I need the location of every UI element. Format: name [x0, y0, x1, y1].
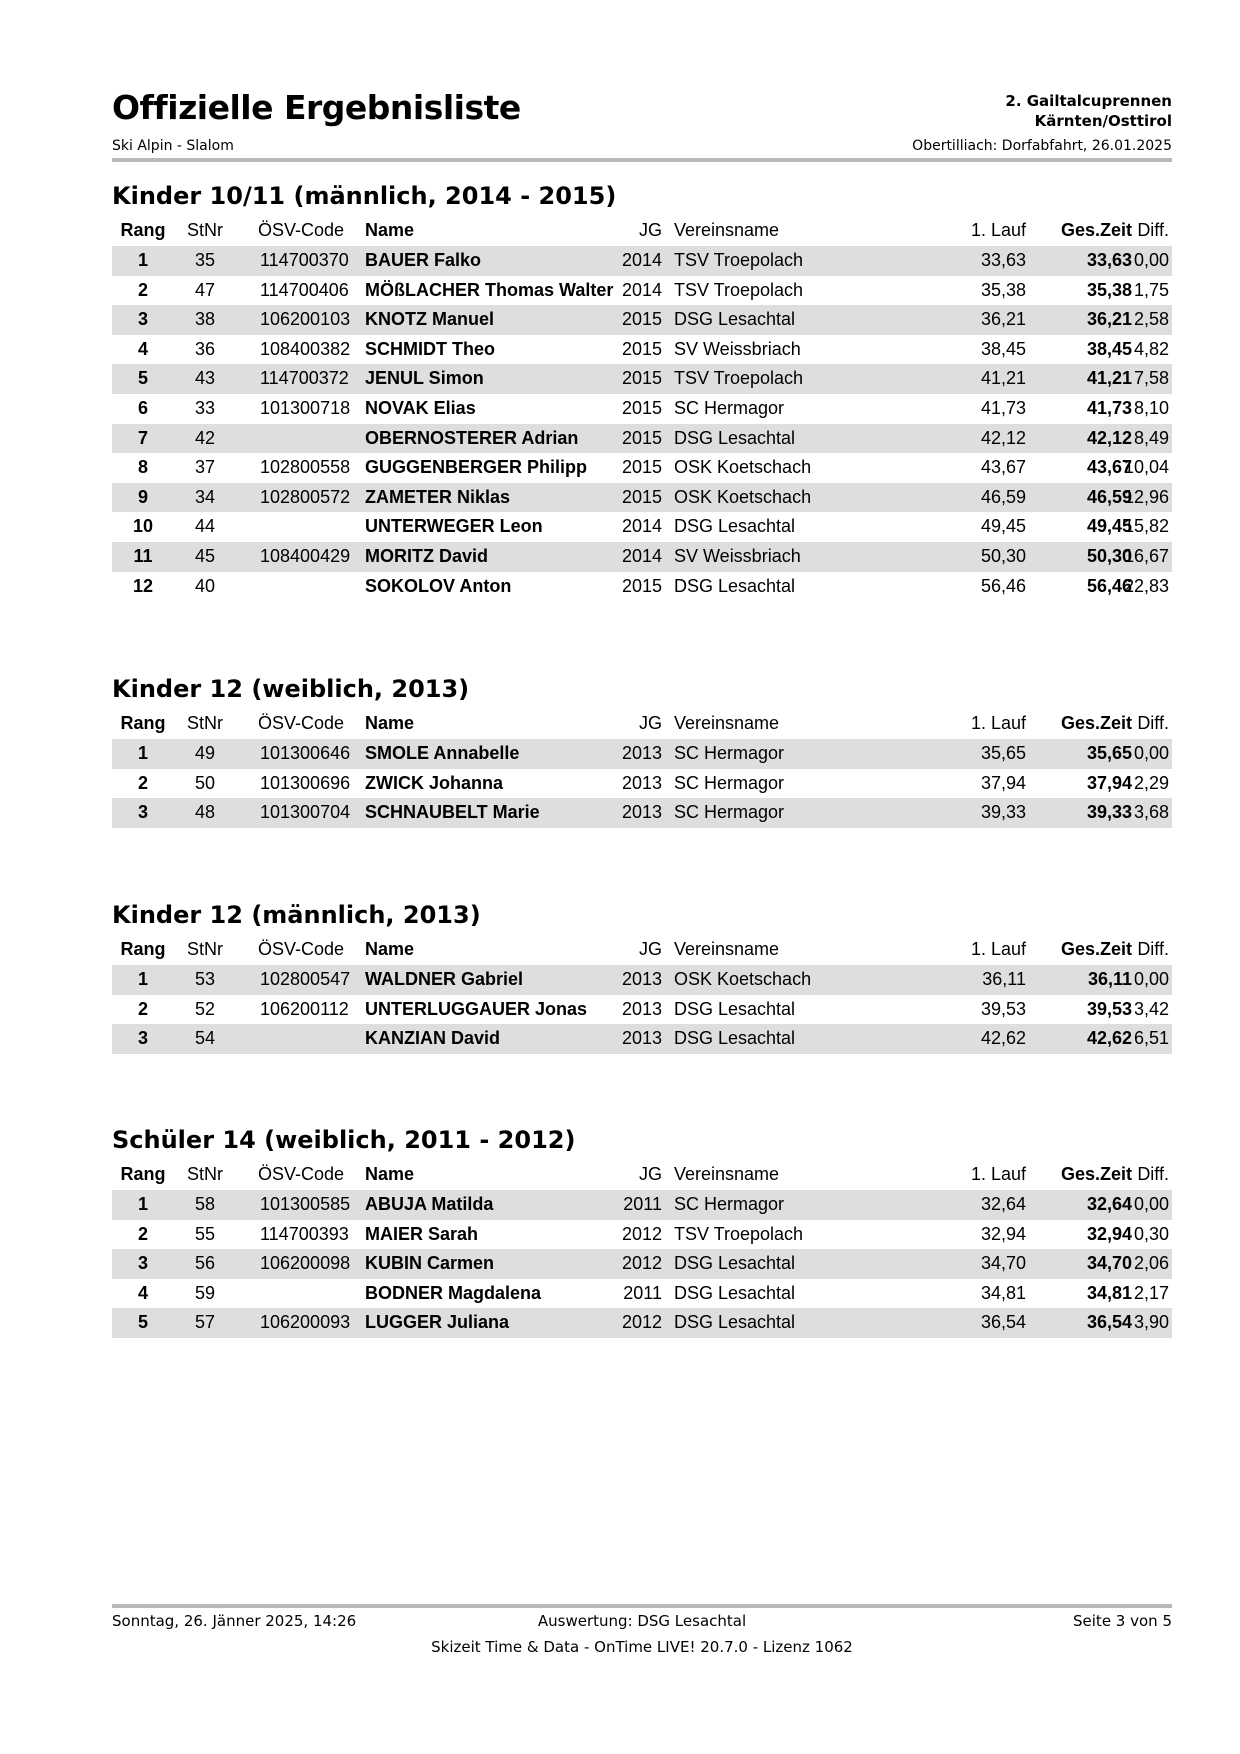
col-rang: 4 [137, 1282, 148, 1303]
col-verein: TSV Troepolach [674, 279, 804, 300]
header-col-ges: Ges.Zeit [1060, 1164, 1132, 1184]
col-lauf1: 32,94 [980, 1223, 1026, 1244]
col-jg: 2013 [621, 743, 662, 763]
col-jg: 2011 [623, 1194, 662, 1214]
col-stnr: 42 [194, 427, 216, 448]
col-lauf1: 38,45 [980, 338, 1026, 359]
col-diff: 2,58 [1133, 309, 1169, 330]
col-ges: 41,21 [1086, 368, 1132, 389]
col-name: KNOTZ Manuel [365, 309, 494, 330]
header-col-verein: Vereinsname [674, 220, 780, 240]
col-stnr: 34 [194, 486, 216, 507]
col-ges: 46,59 [1086, 486, 1132, 507]
col-lauf1: 49,45 [980, 516, 1026, 537]
col-lauf1: 32,64 [980, 1194, 1026, 1214]
col-name: KUBIN Carmen [365, 1253, 495, 1274]
header-col-ges: Ges.Zeit [1060, 939, 1132, 959]
col-diff: 8,10 [1133, 397, 1169, 418]
header-col-jg: JG [638, 1164, 662, 1184]
col-jg: 2015 [621, 397, 662, 418]
table-row [112, 1220, 1172, 1250]
col-diff: 2,17 [1133, 1282, 1169, 1303]
event-name: 2. Gailtalcuprennen [1005, 92, 1172, 110]
footer-datetime: Sonntag, 26. Jänner 2025, 14:26 [112, 1612, 357, 1630]
col-ges: 35,65 [1086, 743, 1132, 763]
page-header [112, 88, 1172, 164]
col-name: JENUL Simon [365, 368, 484, 389]
col-verein: OSK Koetschach [674, 486, 812, 507]
footer-software-license: Skizeit Time & Data - OnTime LIVE! 20.7.0 - Lizenz 1062 [431, 1638, 853, 1656]
col-name: ZWICK Johanna [365, 772, 503, 793]
header-col-ges: Ges.Zeit [1060, 220, 1132, 240]
col-rang: 1 [137, 1194, 148, 1214]
header-col-rang: Rang [120, 220, 166, 240]
osv-code-value: 114700393 [260, 1223, 349, 1244]
header-col-lauf1: 1. Lauf [970, 220, 1026, 240]
header-col-code: ÖSV-Code [258, 939, 345, 959]
col-stnr: 53 [194, 969, 216, 989]
osv-code-value: 101300696 [260, 772, 351, 793]
col-jg: 2011 [623, 1282, 662, 1303]
header-col-lauf1: 1. Lauf [970, 939, 1026, 959]
col-ges: 33,63 [1086, 250, 1132, 270]
col-verein: DSG Lesachtal [674, 998, 796, 1019]
col-lauf1: 33,63 [980, 250, 1026, 270]
header-col-name: Name [365, 939, 415, 959]
col-diff: 22,83 [1123, 575, 1169, 596]
osv-code-value: 106200098 [260, 1253, 351, 1274]
col-jg: 2014 [621, 250, 662, 270]
col-jg: 2014 [621, 279, 662, 300]
col-jg: 2012 [621, 1253, 662, 1274]
osv-code-value: 102800558 [260, 457, 351, 478]
header-col-name: Name [365, 1164, 415, 1184]
col-rang: 2 [137, 998, 148, 1019]
col-lauf1: 37,94 [980, 772, 1026, 793]
col-rang: 7 [137, 427, 148, 448]
osv-code-value: 101300704 [260, 802, 351, 823]
col-stnr: 35 [194, 250, 216, 270]
col-diff: 0,00 [1133, 1194, 1169, 1214]
header-col-diff: Diff. [1137, 220, 1169, 240]
table-header-row [112, 707, 1172, 739]
col-name: SMOLE Annabelle [365, 743, 520, 763]
col-rang: 3 [137, 802, 148, 823]
col-rang: 5 [137, 1312, 148, 1333]
col-rang: 3 [137, 1028, 148, 1049]
results-section [112, 178, 1172, 601]
col-diff: 0,30 [1133, 1223, 1169, 1244]
section-title: Kinder 10/11 (männlich, 2014 - 2015) [112, 182, 617, 210]
col-ges: 32,94 [1086, 1223, 1132, 1244]
col-stnr: 50 [194, 772, 216, 793]
page-title: Offizielle Ergebnisliste [112, 88, 521, 127]
col-rang: 2 [137, 772, 148, 793]
footer-evaluation: Auswertung: DSG Lesachtal [537, 1612, 747, 1630]
col-name: UNTERLUGGAUER Jonas [365, 998, 588, 1019]
osv-code-value: 102800572 [260, 486, 351, 507]
col-verein: DSG Lesachtal [674, 1282, 796, 1303]
col-ges: 49,45 [1086, 516, 1132, 537]
col-verein: SC Hermagor [674, 397, 785, 418]
col-rang: 9 [137, 486, 148, 507]
header-col-code: ÖSV-Code [258, 220, 345, 240]
col-stnr: 54 [194, 1028, 216, 1049]
col-verein: SC Hermagor [674, 772, 785, 793]
col-verein: SV Weissbriach [674, 338, 801, 359]
col-ges: 50,30 [1086, 545, 1132, 566]
col-jg: 2013 [621, 998, 662, 1019]
col-jg: 2013 [621, 1028, 662, 1049]
table-row [112, 1279, 1172, 1309]
col-name: MÖßLACHER Thomas Walter [365, 279, 614, 300]
table-row [112, 1308, 1172, 1338]
col-stnr: 33 [194, 397, 216, 418]
col-stnr: 43 [194, 368, 216, 389]
header-col-name: Name [365, 713, 415, 733]
col-diff: 2,06 [1133, 1253, 1169, 1274]
col-lauf1: 41,21 [980, 368, 1026, 389]
header-col-verein: Vereinsname [674, 939, 780, 959]
col-diff: 12,96 [1123, 486, 1169, 507]
table-row [112, 512, 1172, 542]
table-row [112, 424, 1172, 454]
table-row [112, 246, 1172, 276]
col-rang: 2 [137, 279, 148, 300]
results-section [112, 897, 1172, 1054]
header-col-diff: Diff. [1137, 713, 1169, 733]
col-lauf1: 36,21 [980, 309, 1026, 330]
col-verein: TSV Troepolach [674, 368, 804, 389]
col-diff: 7,58 [1133, 368, 1169, 389]
col-diff: 0,00 [1133, 969, 1169, 989]
table-row [112, 572, 1172, 602]
col-name: KANZIAN David [365, 1028, 501, 1049]
col-name: WALDNER Gabriel [365, 969, 524, 989]
footer-divider [112, 1604, 1172, 1608]
header-col-name: Name [365, 220, 415, 240]
col-ges: 42,12 [1086, 427, 1132, 448]
table-row [112, 335, 1172, 365]
col-diff: 15,82 [1123, 516, 1169, 537]
col-lauf1: 46,59 [980, 486, 1026, 507]
col-ges: 34,70 [1086, 1253, 1132, 1274]
event-region: Kärnten/Osttirol [1034, 112, 1172, 130]
col-lauf1: 35,38 [980, 279, 1026, 300]
header-col-stnr: StNr [187, 220, 223, 240]
col-lauf1: 50,30 [980, 545, 1026, 566]
table-row [112, 453, 1172, 483]
col-jg: 2012 [621, 1312, 662, 1333]
col-lauf1: 39,33 [980, 802, 1026, 823]
col-rang: 3 [137, 309, 148, 330]
col-verein: OSK Koetschach [674, 457, 812, 478]
osv-code-value: 114700406 [260, 279, 349, 300]
col-diff: 0,00 [1133, 250, 1169, 270]
header-col-verein: Vereinsname [674, 713, 780, 733]
col-name: SCHMIDT Theo [365, 338, 495, 359]
col-rang: 2 [137, 1223, 148, 1244]
col-lauf1: 39,53 [980, 998, 1026, 1019]
col-stnr: 59 [194, 1282, 216, 1303]
col-verein: SV Weissbriach [674, 545, 801, 566]
header-col-rang: Rang [120, 939, 166, 959]
col-name: GUGGENBERGER Philipp [365, 457, 588, 478]
header-col-rang: Rang [120, 1164, 166, 1184]
col-stnr: 48 [194, 802, 216, 823]
osv-code-value: 101300585 [260, 1194, 351, 1214]
col-ges: 39,33 [1086, 802, 1132, 823]
table-row [112, 798, 1172, 828]
col-stnr: 37 [194, 457, 216, 478]
col-lauf1: 42,62 [980, 1028, 1026, 1049]
osv-code-value: 108400429 [260, 545, 351, 566]
header-col-jg: JG [638, 939, 662, 959]
col-rang: 4 [137, 338, 148, 359]
col-ges: 56,46 [1086, 575, 1132, 596]
col-ges: 36,54 [1086, 1312, 1132, 1333]
col-verein: SC Hermagor [674, 1194, 785, 1214]
table-row [112, 305, 1172, 335]
col-ges: 42,62 [1086, 1028, 1132, 1049]
col-verein: SC Hermagor [674, 743, 785, 763]
osv-code-value: 106200112 [260, 998, 349, 1019]
header-col-verein: Vereinsname [674, 1164, 780, 1184]
col-ges: 36,21 [1086, 309, 1132, 330]
osv-code-value: 114700370 [260, 250, 349, 270]
col-ges: 36,11 [1087, 969, 1132, 989]
header-col-diff: Diff. [1137, 1164, 1169, 1184]
col-lauf1: 41,73 [980, 397, 1026, 418]
col-ges: 41,73 [1086, 397, 1132, 418]
col-stnr: 45 [194, 545, 216, 566]
col-verein: DSG Lesachtal [674, 516, 796, 537]
col-diff: 0,00 [1133, 743, 1169, 763]
col-ges: 34,81 [1086, 1282, 1132, 1303]
col-diff: 10,04 [1123, 457, 1169, 478]
col-rang: 6 [137, 397, 148, 418]
col-lauf1: 36,11 [982, 969, 1026, 989]
table-row [112, 394, 1172, 424]
table-row [112, 739, 1172, 769]
header-col-code: ÖSV-Code [258, 713, 345, 733]
header-col-jg: JG [638, 713, 662, 733]
col-lauf1: 34,81 [980, 1282, 1026, 1303]
col-lauf1: 43,67 [980, 457, 1026, 478]
col-diff: 3,90 [1133, 1312, 1169, 1333]
col-jg: 2012 [621, 1223, 662, 1244]
col-verein: TSV Troepolach [674, 1223, 804, 1244]
col-verein: DSG Lesachtal [674, 427, 796, 448]
col-stnr: 55 [194, 1223, 216, 1244]
header-col-stnr: StNr [187, 1164, 223, 1184]
col-ges: 37,94 [1086, 772, 1132, 793]
osv-code-value: 101300646 [260, 743, 351, 763]
col-ges: 35,38 [1086, 279, 1132, 300]
col-jg: 2015 [621, 486, 662, 507]
section-title: Kinder 12 (weiblich, 2013) [112, 675, 470, 703]
col-verein: DSG Lesachtal [674, 1312, 796, 1333]
col-jg: 2014 [621, 516, 662, 537]
col-name: MORITZ David [365, 545, 489, 566]
col-stnr: 36 [194, 338, 216, 359]
osv-code-value: 106200093 [260, 1312, 351, 1333]
col-stnr: 57 [194, 1312, 216, 1333]
header-col-rang: Rang [120, 713, 166, 733]
col-diff: 3,42 [1133, 998, 1169, 1019]
osv-code-value: 102800547 [260, 969, 351, 989]
col-name: ABUJA Matilda [365, 1194, 494, 1214]
col-ges: 39,53 [1086, 998, 1132, 1019]
col-stnr: 56 [194, 1253, 216, 1274]
col-verein: DSG Lesachtal [674, 309, 796, 330]
table-row [112, 1249, 1172, 1279]
col-rang: 1 [137, 250, 148, 270]
col-rang: 11 [133, 545, 153, 566]
col-jg: 2015 [621, 575, 662, 596]
table-row [112, 1190, 1172, 1220]
col-stnr: 40 [194, 575, 216, 596]
col-name: ZAMETER Niklas [365, 486, 511, 507]
col-name: SOKOLOV Anton [365, 575, 512, 596]
header-col-stnr: StNr [187, 939, 223, 959]
col-name: LUGGER Juliana [365, 1312, 510, 1333]
col-diff: 6,51 [1133, 1028, 1169, 1049]
col-lauf1: 42,12 [980, 427, 1026, 448]
table-row [112, 769, 1172, 799]
results-section [112, 671, 1172, 828]
col-verein: DSG Lesachtal [674, 1253, 796, 1274]
col-name: SCHNAUBELT Marie [365, 802, 540, 823]
osv-code-value: 114700372 [260, 368, 349, 389]
col-verein: SC Hermagor [674, 802, 785, 823]
col-stnr: 49 [194, 743, 216, 763]
col-name: BAUER Falko [365, 250, 482, 270]
header-col-ges: Ges.Zeit [1060, 713, 1132, 733]
col-verein: DSG Lesachtal [674, 575, 796, 596]
col-verein: DSG Lesachtal [674, 1028, 796, 1049]
col-ges: 32,64 [1086, 1194, 1132, 1214]
osv-code-value: 101300718 [260, 397, 351, 418]
table-row [112, 965, 1172, 995]
col-jg: 2013 [621, 772, 662, 793]
table-row [112, 1024, 1172, 1054]
col-rang: 1 [137, 743, 148, 763]
col-lauf1: 36,54 [980, 1312, 1026, 1333]
col-ges: 43,67 [1086, 457, 1132, 478]
col-lauf1: 34,70 [980, 1253, 1026, 1274]
table-header-row [112, 1158, 1172, 1190]
col-rang: 12 [132, 575, 154, 596]
col-rang: 1 [137, 969, 148, 989]
col-diff: 16,67 [1123, 545, 1169, 566]
col-stnr: 52 [194, 998, 216, 1019]
header-col-stnr: StNr [187, 713, 223, 733]
col-name: BODNER Magdalena [365, 1282, 542, 1303]
col-rang: 8 [137, 457, 148, 478]
col-lauf1: 35,65 [980, 743, 1026, 763]
col-jg: 2015 [621, 427, 662, 448]
col-rang: 3 [137, 1253, 148, 1274]
col-name: OBERNOSTERER Adrian [365, 427, 579, 448]
col-name: UNTERWEGER Leon [365, 516, 543, 537]
col-verein: TSV Troepolach [674, 250, 804, 270]
col-jg: 2013 [621, 802, 662, 823]
col-stnr: 58 [194, 1194, 216, 1214]
col-diff: 2,29 [1133, 772, 1169, 793]
col-stnr: 44 [194, 516, 216, 537]
results-section [112, 1122, 1172, 1338]
table-row [112, 364, 1172, 394]
col-stnr: 38 [194, 309, 216, 330]
osv-code-value: 108400382 [260, 338, 351, 359]
col-name: NOVAK Elias [365, 397, 476, 418]
col-jg: 2015 [621, 338, 662, 359]
header-col-lauf1: 1. Lauf [970, 1164, 1026, 1184]
table-header-row [112, 933, 1172, 965]
col-stnr: 47 [194, 279, 216, 300]
col-diff: 8,49 [1133, 427, 1169, 448]
col-jg: 2014 [621, 545, 662, 566]
col-verein: OSK Koetschach [674, 969, 812, 989]
table-header-row [112, 214, 1172, 246]
col-diff: 3,68 [1133, 802, 1169, 823]
footer-page-number: Seite 3 von 5 [1073, 1612, 1172, 1630]
table-row [112, 276, 1172, 306]
discipline-label: Ski Alpin - Slalom [112, 138, 234, 154]
col-rang: 5 [137, 368, 148, 389]
col-jg: 2015 [621, 368, 662, 389]
table-row [112, 483, 1172, 513]
col-name: MAIER Sarah [365, 1223, 479, 1244]
header-col-jg: JG [638, 220, 662, 240]
table-row [112, 995, 1172, 1025]
event-location-date: Obertilliach: Dorfabfahrt, 26.01.2025 [912, 138, 1172, 154]
col-ges: 38,45 [1086, 338, 1132, 359]
osv-code-value: 106200103 [260, 309, 351, 330]
col-jg: 2013 [621, 969, 662, 989]
header-col-code: ÖSV-Code [258, 1164, 345, 1184]
col-lauf1: 56,46 [980, 575, 1026, 596]
col-jg: 2015 [621, 309, 662, 330]
table-row [112, 542, 1172, 572]
col-rang: 10 [132, 516, 154, 537]
header-col-diff: Diff. [1137, 939, 1169, 959]
section-title: Kinder 12 (männlich, 2013) [112, 901, 481, 929]
col-diff: 4,82 [1133, 338, 1169, 359]
section-title: Schüler 14 (weiblich, 2011 - 2012) [112, 1126, 576, 1154]
col-jg: 2015 [621, 457, 662, 478]
header-divider [112, 158, 1172, 162]
col-diff: 1,75 [1133, 279, 1169, 300]
header-col-lauf1: 1. Lauf [970, 713, 1026, 733]
